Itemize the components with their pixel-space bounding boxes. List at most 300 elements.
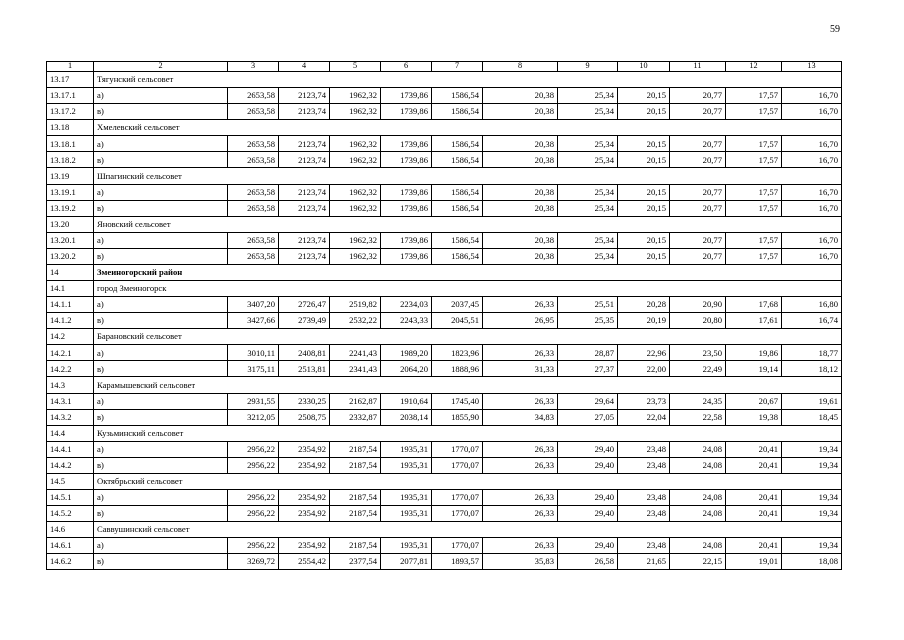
row-code: 14.5.2 — [47, 505, 94, 521]
row-label: в) — [94, 505, 228, 521]
section-row — [47, 521, 842, 537]
table-cell: 2123,74 — [279, 152, 330, 168]
row-label: а) — [94, 136, 228, 152]
table-cell: 2037,45 — [432, 297, 483, 313]
table-row — [47, 104, 842, 120]
table-cell: 26,33 — [483, 538, 558, 554]
table-cell: 2554,42 — [279, 554, 330, 570]
row-code: 14.3.1 — [47, 393, 94, 409]
table-cell: 23,48 — [618, 441, 670, 457]
section-code: 14.5 — [47, 473, 94, 489]
table-cell: 1586,54 — [432, 232, 483, 248]
section-code: 14.6 — [47, 521, 94, 537]
table-body — [47, 62, 842, 570]
table-cell: 1893,57 — [432, 554, 483, 570]
section-name: Октябрьский сельсовет — [94, 473, 842, 489]
table-cell: 2187,54 — [330, 441, 381, 457]
table-cell: 26,33 — [483, 345, 558, 361]
table-cell: 20,77 — [670, 248, 726, 264]
column-header: 8 — [483, 62, 558, 72]
table-cell: 2956,22 — [228, 489, 279, 505]
row-code: 14.4.2 — [47, 457, 94, 473]
table-cell: 26,33 — [483, 457, 558, 473]
header-row — [47, 62, 842, 72]
table-cell: 2187,54 — [330, 489, 381, 505]
table-cell: 25,34 — [558, 136, 618, 152]
table-cell: 2519,82 — [330, 297, 381, 313]
table-cell: 1770,07 — [432, 489, 483, 505]
section-row — [47, 377, 842, 393]
row-label: в) — [94, 152, 228, 168]
table-cell: 2123,74 — [279, 136, 330, 152]
table-cell: 20,15 — [618, 248, 670, 264]
table-cell: 23,48 — [618, 505, 670, 521]
row-code: 14.1.1 — [47, 297, 94, 313]
section-name: Барановский сельсовет — [94, 329, 842, 345]
column-header: 7 — [432, 62, 483, 72]
table-cell: 3427,66 — [228, 313, 279, 329]
table-row — [47, 152, 842, 168]
table-cell: 2377,54 — [330, 554, 381, 570]
section-name: Кузьминский сельсовет — [94, 425, 842, 441]
table-cell: 24,08 — [670, 489, 726, 505]
column-header: 4 — [279, 62, 330, 72]
table-cell: 24,08 — [670, 538, 726, 554]
table-cell: 2077,81 — [381, 554, 432, 570]
table-cell: 2064,20 — [381, 361, 432, 377]
table-cell: 20,28 — [618, 297, 670, 313]
table-cell: 2354,92 — [279, 538, 330, 554]
table-cell: 19,14 — [726, 361, 782, 377]
column-header: 3 — [228, 62, 279, 72]
table-cell: 1962,32 — [330, 152, 381, 168]
table-cell: 1586,54 — [432, 104, 483, 120]
section-code: 13.17 — [47, 72, 94, 88]
table-cell: 1888,96 — [432, 361, 483, 377]
table-cell: 20,19 — [618, 313, 670, 329]
table-cell: 20,15 — [618, 136, 670, 152]
table-cell: 26,33 — [483, 441, 558, 457]
table-cell: 20,41 — [726, 538, 782, 554]
section-name: Хмелевский сельсовет — [94, 120, 842, 136]
row-label: в) — [94, 104, 228, 120]
table-cell: 20,77 — [670, 200, 726, 216]
table-cell: 20,38 — [483, 104, 558, 120]
section-name: Карамышевский сельсовет — [94, 377, 842, 393]
table-cell: 20,15 — [618, 184, 670, 200]
table-cell: 2123,74 — [279, 248, 330, 264]
table-cell: 2045,51 — [432, 313, 483, 329]
table-cell: 20,90 — [670, 297, 726, 313]
table-cell: 1962,32 — [330, 88, 381, 104]
table-cell: 26,58 — [558, 554, 618, 570]
table-cell: 17,57 — [726, 248, 782, 264]
table-cell: 27,37 — [558, 361, 618, 377]
row-code: 14.4.1 — [47, 441, 94, 457]
table-cell: 16,80 — [782, 297, 842, 313]
table-cell: 1962,32 — [330, 248, 381, 264]
table-cell: 20,38 — [483, 232, 558, 248]
table-cell: 24,35 — [670, 393, 726, 409]
table-cell: 22,58 — [670, 409, 726, 425]
table-cell: 19,86 — [726, 345, 782, 361]
table-row — [47, 505, 842, 521]
table-cell: 2508,75 — [279, 409, 330, 425]
section-row — [47, 168, 842, 184]
row-code: 14.1.2 — [47, 313, 94, 329]
table-cell: 2341,43 — [330, 361, 381, 377]
row-label: в) — [94, 361, 228, 377]
page-number: 59 — [830, 24, 840, 35]
row-label: в) — [94, 457, 228, 473]
table-cell: 34,83 — [483, 409, 558, 425]
table-cell: 1962,32 — [330, 232, 381, 248]
row-label: в) — [94, 313, 228, 329]
table-row — [47, 457, 842, 473]
table-cell: 2123,74 — [279, 88, 330, 104]
table-cell: 28,87 — [558, 345, 618, 361]
table-cell: 1935,31 — [381, 505, 432, 521]
table-cell: 1770,07 — [432, 457, 483, 473]
table-cell: 16,70 — [782, 200, 842, 216]
row-label: а) — [94, 393, 228, 409]
table-cell: 2187,54 — [330, 538, 381, 554]
row-code: 13.17.2 — [47, 104, 94, 120]
table-row — [47, 554, 842, 570]
section-name: Змеиногорский район — [94, 264, 842, 280]
table-cell: 20,15 — [618, 88, 670, 104]
section-code: 14.4 — [47, 425, 94, 441]
table-cell: 20,38 — [483, 136, 558, 152]
table-cell: 31,33 — [483, 361, 558, 377]
table-cell: 24,08 — [670, 505, 726, 521]
table-cell: 3010,11 — [228, 345, 279, 361]
section-row — [47, 264, 842, 280]
table-cell: 19,34 — [782, 441, 842, 457]
table-cell: 29,40 — [558, 489, 618, 505]
table-cell: 25,34 — [558, 248, 618, 264]
table-cell: 22,00 — [618, 361, 670, 377]
table-cell: 25,34 — [558, 104, 618, 120]
table-cell: 3269,72 — [228, 554, 279, 570]
row-code: 13.19.2 — [47, 200, 94, 216]
table-cell: 29,40 — [558, 457, 618, 473]
column-header: 1 — [47, 62, 94, 72]
table-cell: 3407,20 — [228, 297, 279, 313]
table-cell: 17,57 — [726, 104, 782, 120]
table-cell: 2513,81 — [279, 361, 330, 377]
row-label: в) — [94, 409, 228, 425]
table-cell: 29,40 — [558, 441, 618, 457]
section-code: 13.20 — [47, 216, 94, 232]
table-cell: 1935,31 — [381, 441, 432, 457]
table-cell: 20,77 — [670, 152, 726, 168]
table-cell: 16,70 — [782, 136, 842, 152]
table-cell: 2330,25 — [279, 393, 330, 409]
table-cell: 25,34 — [558, 88, 618, 104]
table-cell: 20,38 — [483, 184, 558, 200]
table-cell: 20,38 — [483, 248, 558, 264]
table-cell: 2354,92 — [279, 441, 330, 457]
table-cell: 24,08 — [670, 441, 726, 457]
table-cell: 18,08 — [782, 554, 842, 570]
table-cell: 1586,54 — [432, 248, 483, 264]
table-cell: 20,77 — [670, 104, 726, 120]
table-cell: 16,70 — [782, 248, 842, 264]
table-cell: 26,95 — [483, 313, 558, 329]
table-cell: 19,38 — [726, 409, 782, 425]
table-cell: 2354,92 — [279, 457, 330, 473]
table-cell: 1855,90 — [432, 409, 483, 425]
column-header: 10 — [618, 62, 670, 72]
table-cell: 1935,31 — [381, 489, 432, 505]
table-cell: 20,67 — [726, 393, 782, 409]
table-cell: 2354,92 — [279, 489, 330, 505]
table-row — [47, 361, 842, 377]
table-cell: 2123,74 — [279, 200, 330, 216]
table-cell: 23,48 — [618, 457, 670, 473]
table-cell: 23,73 — [618, 393, 670, 409]
column-header: 9 — [558, 62, 618, 72]
table-cell: 29,64 — [558, 393, 618, 409]
row-code: 13.19.1 — [47, 184, 94, 200]
table-cell: 1989,20 — [381, 345, 432, 361]
table-cell: 2653,58 — [228, 88, 279, 104]
table-cell: 1586,54 — [432, 152, 483, 168]
table-cell: 16,70 — [782, 232, 842, 248]
table-cell: 1962,32 — [330, 104, 381, 120]
section-row — [47, 473, 842, 489]
column-header: 5 — [330, 62, 381, 72]
table-cell: 20,41 — [726, 457, 782, 473]
table-cell: 17,57 — [726, 184, 782, 200]
table-cell: 2653,58 — [228, 184, 279, 200]
table-cell: 1770,07 — [432, 505, 483, 521]
table-row — [47, 441, 842, 457]
table-row — [47, 88, 842, 104]
table-cell: 19,34 — [782, 538, 842, 554]
table-cell: 19,01 — [726, 554, 782, 570]
column-header: 13 — [782, 62, 842, 72]
table-row — [47, 489, 842, 505]
row-code: 14.6.1 — [47, 538, 94, 554]
row-label: а) — [94, 232, 228, 248]
table-cell: 19,34 — [782, 505, 842, 521]
section-code: 14 — [47, 264, 94, 280]
table-cell: 2187,54 — [330, 505, 381, 521]
row-label: а) — [94, 345, 228, 361]
table-cell: 17,68 — [726, 297, 782, 313]
column-header: 12 — [726, 62, 782, 72]
table-cell: 23,50 — [670, 345, 726, 361]
table-cell: 2123,74 — [279, 232, 330, 248]
section-row — [47, 216, 842, 232]
table-cell: 3175,11 — [228, 361, 279, 377]
table-cell: 2332,87 — [330, 409, 381, 425]
table-cell: 2956,22 — [228, 457, 279, 473]
table-cell: 1739,86 — [381, 248, 432, 264]
table-cell: 20,77 — [670, 232, 726, 248]
section-row — [47, 280, 842, 296]
table-cell: 1770,07 — [432, 441, 483, 457]
table-cell: 1962,32 — [330, 200, 381, 216]
table-cell: 2162,87 — [330, 393, 381, 409]
table-cell: 1962,32 — [330, 184, 381, 200]
table-cell: 1739,86 — [381, 184, 432, 200]
row-label: в) — [94, 554, 228, 570]
table-cell: 20,77 — [670, 88, 726, 104]
table-cell: 18,77 — [782, 345, 842, 361]
row-label: а) — [94, 538, 228, 554]
table-cell: 16,70 — [782, 88, 842, 104]
table-cell: 17,57 — [726, 152, 782, 168]
table-cell: 35,83 — [483, 554, 558, 570]
table-cell: 19,61 — [782, 393, 842, 409]
section-code: 14.1 — [47, 280, 94, 296]
table-row — [47, 313, 842, 329]
table-cell: 18,45 — [782, 409, 842, 425]
table-cell: 20,80 — [670, 313, 726, 329]
table-cell: 21,65 — [618, 554, 670, 570]
table-cell: 1739,86 — [381, 88, 432, 104]
table-cell: 1739,86 — [381, 136, 432, 152]
table-cell: 2653,58 — [228, 104, 279, 120]
table-cell: 20,41 — [726, 489, 782, 505]
row-code: 14.2.1 — [47, 345, 94, 361]
table-cell: 16,70 — [782, 104, 842, 120]
table-cell: 2956,22 — [228, 441, 279, 457]
row-label: а) — [94, 88, 228, 104]
table-cell: 2653,58 — [228, 200, 279, 216]
row-code: 14.5.1 — [47, 489, 94, 505]
table-cell: 24,08 — [670, 457, 726, 473]
section-code: 13.19 — [47, 168, 94, 184]
row-code: 13.18.1 — [47, 136, 94, 152]
table-row — [47, 184, 842, 200]
table-cell: 25,51 — [558, 297, 618, 313]
table-cell: 22,49 — [670, 361, 726, 377]
table-cell: 27,05 — [558, 409, 618, 425]
table-cell: 1739,86 — [381, 200, 432, 216]
table-cell: 1739,86 — [381, 232, 432, 248]
table-cell: 2726,47 — [279, 297, 330, 313]
table-cell: 17,57 — [726, 88, 782, 104]
table-cell: 2038,14 — [381, 409, 432, 425]
row-label: в) — [94, 248, 228, 264]
table-cell: 1962,32 — [330, 136, 381, 152]
column-header: 11 — [670, 62, 726, 72]
table-row — [47, 345, 842, 361]
table-cell: 2408,81 — [279, 345, 330, 361]
table-row — [47, 409, 842, 425]
tariff-table — [46, 61, 842, 570]
row-code: 14.6.2 — [47, 554, 94, 570]
table-cell: 1770,07 — [432, 538, 483, 554]
table-cell: 1586,54 — [432, 88, 483, 104]
table-cell: 1823,96 — [432, 345, 483, 361]
table-cell: 25,34 — [558, 232, 618, 248]
table-cell: 2956,22 — [228, 505, 279, 521]
table-row — [47, 136, 842, 152]
table-cell: 20,41 — [726, 505, 782, 521]
table-cell: 19,34 — [782, 457, 842, 473]
section-row — [47, 329, 842, 345]
table-cell: 26,33 — [483, 393, 558, 409]
table-cell: 25,35 — [558, 313, 618, 329]
table-cell: 2653,58 — [228, 232, 279, 248]
row-label: а) — [94, 184, 228, 200]
table-cell: 20,15 — [618, 200, 670, 216]
table-cell: 2653,58 — [228, 136, 279, 152]
section-row — [47, 72, 842, 88]
table-cell: 2234,03 — [381, 297, 432, 313]
table-cell: 17,61 — [726, 313, 782, 329]
row-label: а) — [94, 441, 228, 457]
table-cell: 26,33 — [483, 505, 558, 521]
table-row — [47, 200, 842, 216]
column-header: 2 — [94, 62, 228, 72]
table-cell: 26,33 — [483, 489, 558, 505]
table-cell: 2653,58 — [228, 248, 279, 264]
section-name: Саввушинский сельсовет — [94, 521, 842, 537]
table-cell: 2653,58 — [228, 152, 279, 168]
section-name: Тягунский сельсовет — [94, 72, 842, 88]
table-cell: 20,15 — [618, 152, 670, 168]
table-cell: 17,57 — [726, 232, 782, 248]
table-row — [47, 538, 842, 554]
section-name: Яновский сельсовет — [94, 216, 842, 232]
table-cell: 2956,22 — [228, 538, 279, 554]
table-cell: 20,38 — [483, 88, 558, 104]
row-label: а) — [94, 297, 228, 313]
section-name: Шпагинский сельсовет — [94, 168, 842, 184]
table-cell: 1586,54 — [432, 136, 483, 152]
row-label: в) — [94, 200, 228, 216]
table-cell: 1935,31 — [381, 538, 432, 554]
table-cell: 2739,49 — [279, 313, 330, 329]
table-cell: 20,77 — [670, 184, 726, 200]
table-cell: 2241,43 — [330, 345, 381, 361]
table-cell: 17,57 — [726, 136, 782, 152]
table-cell: 1586,54 — [432, 184, 483, 200]
section-code: 14.2 — [47, 329, 94, 345]
section-code: 14.3 — [47, 377, 94, 393]
section-name: город Змеиногорск — [94, 280, 842, 296]
table-cell: 2532,22 — [330, 313, 381, 329]
section-row — [47, 425, 842, 441]
row-label: а) — [94, 489, 228, 505]
table-cell: 1739,86 — [381, 104, 432, 120]
row-code: 13.20.2 — [47, 248, 94, 264]
table-cell: 1910,64 — [381, 393, 432, 409]
table-row — [47, 297, 842, 313]
row-code: 13.17.1 — [47, 88, 94, 104]
row-code: 14.2.2 — [47, 361, 94, 377]
table-cell: 22,04 — [618, 409, 670, 425]
table-cell: 3212,05 — [228, 409, 279, 425]
table-cell: 23,48 — [618, 489, 670, 505]
table-cell: 23,48 — [618, 538, 670, 554]
table-cell: 18,12 — [782, 361, 842, 377]
table-cell: 20,15 — [618, 104, 670, 120]
table-cell: 2243,33 — [381, 313, 432, 329]
table-cell: 20,41 — [726, 441, 782, 457]
table-cell: 17,57 — [726, 200, 782, 216]
table-cell: 20,38 — [483, 152, 558, 168]
table-cell: 22,96 — [618, 345, 670, 361]
table-cell: 20,15 — [618, 232, 670, 248]
table-cell: 1745,40 — [432, 393, 483, 409]
